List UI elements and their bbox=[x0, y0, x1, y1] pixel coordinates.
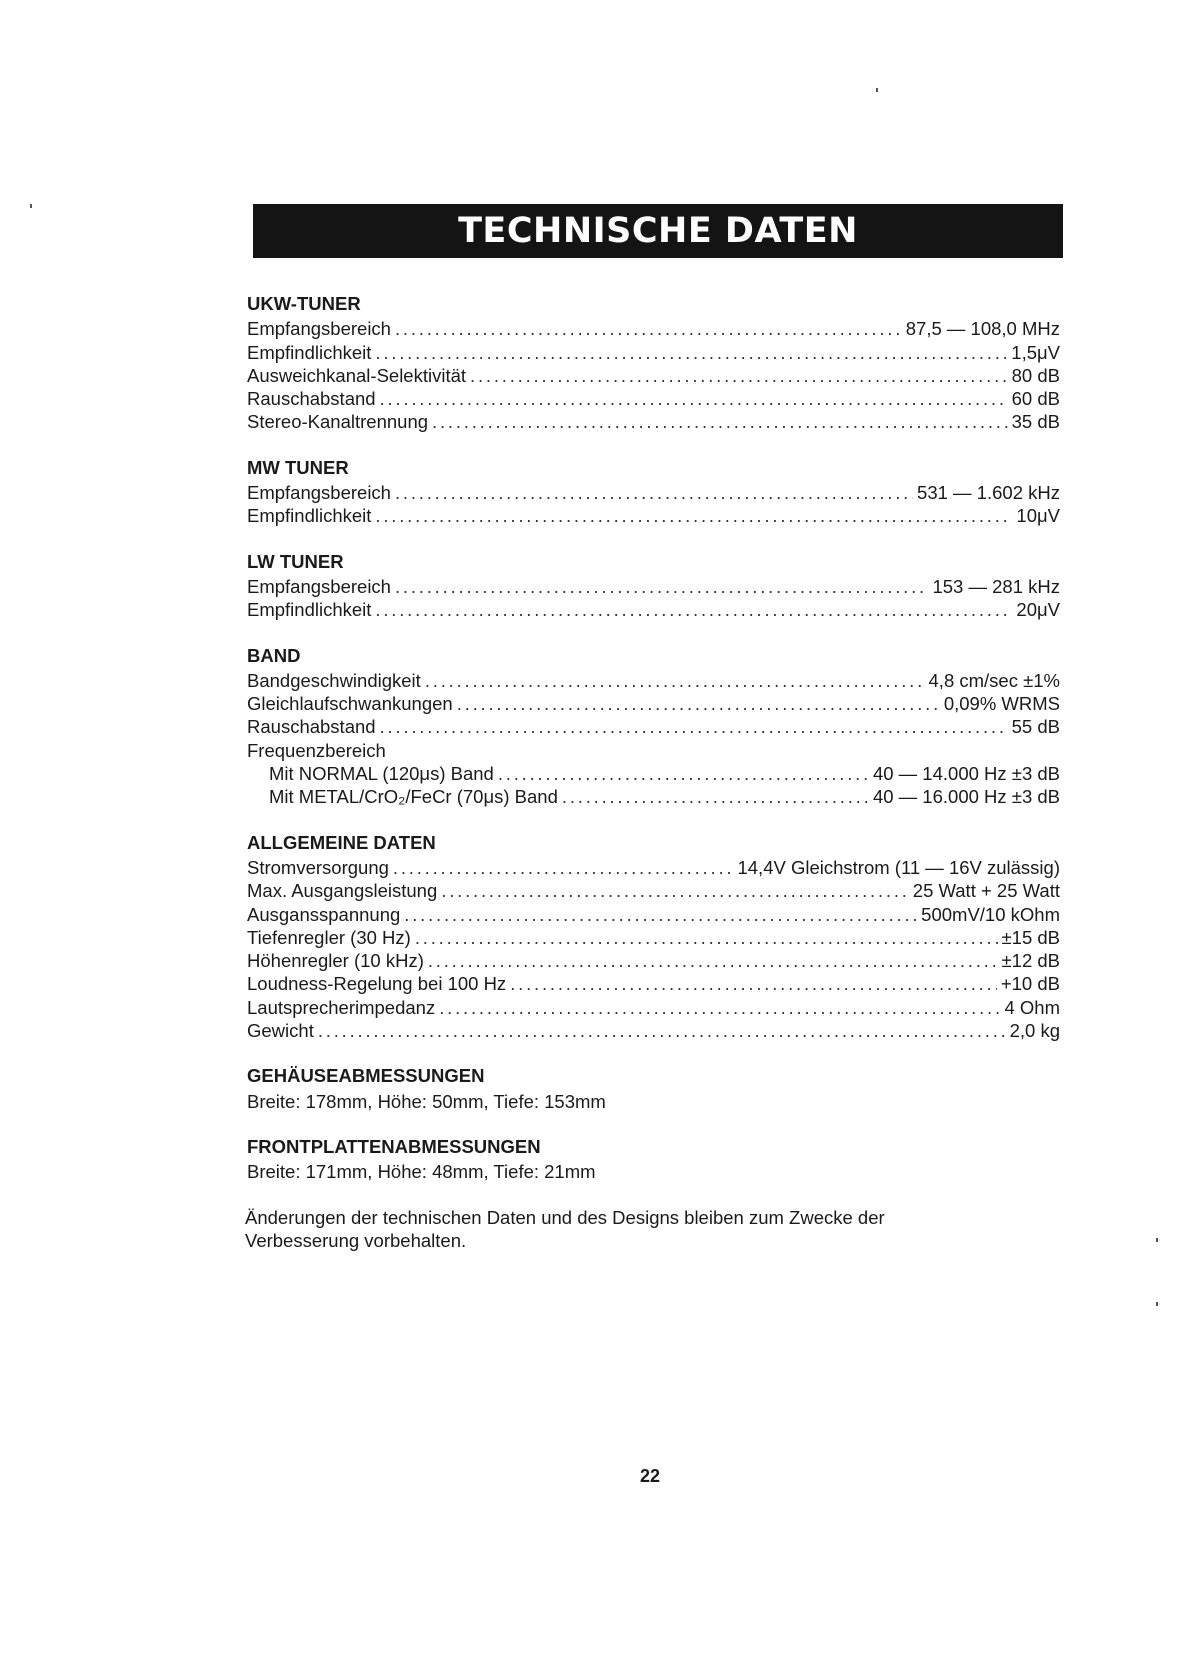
spec-label: Gleichlaufschwankungen bbox=[247, 693, 453, 715]
leader-dots bbox=[562, 785, 869, 808]
spec-label: Max. Ausgangsleistung bbox=[247, 880, 438, 902]
spec-label: Ausweichkanal-Selektivität bbox=[247, 364, 467, 386]
spec-row bbox=[247, 996, 1060, 1019]
leader-dots bbox=[395, 481, 913, 504]
spec-label: Stereo-Kanaltrennung bbox=[247, 411, 429, 433]
spec-row bbox=[247, 692, 1060, 715]
spec-row bbox=[247, 762, 1060, 785]
spec-row bbox=[247, 364, 1060, 387]
spec-value: +10 dB bbox=[1000, 973, 1060, 995]
leader-dots bbox=[441, 879, 909, 902]
section-gehaeuseabmessungen bbox=[247, 1064, 1060, 1113]
section-title: MW TUNER bbox=[247, 456, 349, 478]
spec-subheading: Frequenzbereich bbox=[247, 739, 386, 761]
spec-row bbox=[247, 481, 1060, 504]
dimensions-text: Breite: 171mm, Höhe: 48mm, Tiefe: 21mm bbox=[247, 1161, 596, 1183]
scan-speck bbox=[876, 88, 878, 92]
spec-row bbox=[247, 341, 1060, 364]
spec-row bbox=[247, 410, 1060, 433]
spec-label: Empfangsbereich bbox=[247, 575, 391, 597]
spec-label: Loudness-Regelung bei 100 Hz bbox=[247, 973, 507, 995]
section-allgemeine-daten bbox=[247, 831, 1060, 1043]
section-title: ALLGEMEINE DATEN bbox=[247, 831, 436, 853]
spec-row bbox=[247, 598, 1060, 621]
spec-value: 2,0 kg bbox=[1009, 1020, 1060, 1042]
spec-label: Empfindlichkeit bbox=[247, 341, 372, 363]
spec-label: Ausgansspannung bbox=[247, 903, 401, 925]
leader-dots bbox=[428, 949, 998, 972]
spec-label: Rauschabstand bbox=[247, 388, 376, 410]
spec-value: 10μV bbox=[1016, 505, 1060, 527]
page-title: TECHNISCHE DATEN bbox=[458, 211, 858, 251]
section-lw-tuner bbox=[247, 550, 1060, 622]
spec-value: 0,09% WRMS bbox=[943, 693, 1060, 715]
leader-dots bbox=[470, 364, 1008, 387]
spec-content bbox=[247, 292, 1060, 1206]
spec-label: Empfindlichkeit bbox=[247, 505, 372, 527]
spec-label: Lautsprecherimpedanz bbox=[247, 996, 436, 1018]
section-title: FRONTPLATTENABMESSUNGEN bbox=[247, 1135, 541, 1157]
spec-row bbox=[247, 879, 1060, 902]
spec-label: Mit METAL/CrO₂/FeCr (70μs) Band bbox=[269, 786, 558, 808]
spec-row bbox=[247, 387, 1060, 410]
section-title: UKW-TUNER bbox=[247, 293, 361, 314]
spec-label: Höhenregler (10 kHz) bbox=[247, 950, 424, 972]
section-band bbox=[247, 644, 1060, 809]
section-mw-tuner bbox=[247, 456, 1060, 528]
spec-row bbox=[247, 903, 1060, 926]
leader-dots bbox=[432, 410, 1008, 433]
leader-dots bbox=[395, 317, 902, 340]
spec-value: 531 — 1.602 kHz bbox=[917, 482, 1060, 504]
page-number: 22 bbox=[639, 1466, 661, 1486]
leader-dots bbox=[375, 504, 1012, 527]
leader-dots bbox=[393, 856, 734, 879]
spec-label: Bandgeschwindigkeit bbox=[247, 669, 421, 691]
leader-dots bbox=[404, 903, 917, 926]
spec-value: 80 dB bbox=[1011, 364, 1060, 386]
spec-value: ±15 dB bbox=[1001, 926, 1060, 948]
spec-row bbox=[247, 972, 1060, 995]
leader-dots bbox=[510, 972, 997, 995]
spec-value: 4 Ohm bbox=[1004, 996, 1060, 1018]
spec-value: 40 — 14.000 Hz ±3 dB bbox=[872, 763, 1060, 785]
leader-dots bbox=[439, 996, 1000, 1019]
spec-value: 55 dB bbox=[1011, 716, 1060, 738]
leader-dots bbox=[375, 341, 1007, 364]
spec-value: 35 dB bbox=[1011, 411, 1060, 433]
spec-label: Gewicht bbox=[247, 1020, 314, 1042]
spec-label: Stromversorgung bbox=[247, 856, 389, 878]
spec-label: Empfangsbereich bbox=[247, 318, 391, 340]
dimensions-text: Breite: 178mm, Höhe: 50mm, Tiefe: 153mm bbox=[247, 1090, 606, 1112]
spec-value: 1,5μV bbox=[1011, 341, 1060, 363]
spec-row bbox=[247, 504, 1060, 527]
spec-row bbox=[247, 317, 1060, 340]
leader-dots bbox=[415, 926, 998, 949]
spec-label: Empfindlichkeit bbox=[247, 599, 372, 621]
spec-value: 40 — 16.000 Hz ±3 dB bbox=[872, 786, 1060, 808]
spec-value: 153 — 281 kHz bbox=[932, 575, 1060, 597]
spec-label: Tiefenregler (30 Hz) bbox=[247, 926, 411, 948]
spec-value: 60 dB bbox=[1011, 388, 1060, 410]
spec-value: 87,5 — 108,0 MHz bbox=[905, 318, 1060, 340]
leader-dots bbox=[380, 715, 1008, 738]
leader-dots bbox=[395, 575, 929, 598]
spec-row bbox=[247, 856, 1060, 879]
spec-row bbox=[247, 1019, 1060, 1042]
spec-label: Mit NORMAL (120μs) Band bbox=[269, 763, 494, 785]
spec-row bbox=[247, 785, 1060, 808]
spec-row bbox=[247, 575, 1060, 598]
section-ukw-tuner bbox=[247, 292, 1060, 434]
scan-speck bbox=[30, 204, 32, 208]
spec-label: Empfangsbereich bbox=[247, 482, 391, 504]
spec-value: 4,8 cm/sec ±1% bbox=[928, 669, 1060, 691]
spec-label: Rauschabstand bbox=[247, 716, 376, 738]
spec-row bbox=[247, 949, 1060, 972]
spec-value: ±12 dB bbox=[1001, 950, 1060, 972]
page-title-banner bbox=[253, 204, 1063, 258]
section-title: GEHÄUSEABMESSUNGEN bbox=[247, 1065, 485, 1087]
leader-dots bbox=[457, 692, 940, 715]
section-title: BAND bbox=[247, 644, 301, 666]
spec-row bbox=[247, 669, 1060, 692]
spec-value: 500mV/10 kOhm bbox=[921, 903, 1060, 925]
leader-dots bbox=[375, 598, 1012, 621]
disclaimer-note: Änderungen der technischen Daten und des Designs bleiben zum Zwecke der Verbesserung vorbehalten. bbox=[245, 1207, 885, 1251]
leader-dots bbox=[498, 762, 869, 785]
scan-speck bbox=[1156, 1238, 1158, 1242]
spec-row bbox=[247, 715, 1060, 738]
leader-dots bbox=[425, 669, 925, 692]
section-frontplattenabmessungen bbox=[247, 1135, 1060, 1184]
spec-row bbox=[247, 926, 1060, 949]
section-title: LW TUNER bbox=[247, 550, 344, 572]
leader-dots bbox=[380, 387, 1008, 410]
spec-value: 14,4V Gleichstrom (11 — 16V zulässig) bbox=[737, 856, 1060, 878]
spec-value: 20μV bbox=[1016, 599, 1060, 621]
leader-dots bbox=[318, 1019, 1006, 1042]
spec-value: 25 Watt + 25 Watt bbox=[912, 880, 1060, 902]
scan-speck bbox=[1156, 1302, 1158, 1306]
